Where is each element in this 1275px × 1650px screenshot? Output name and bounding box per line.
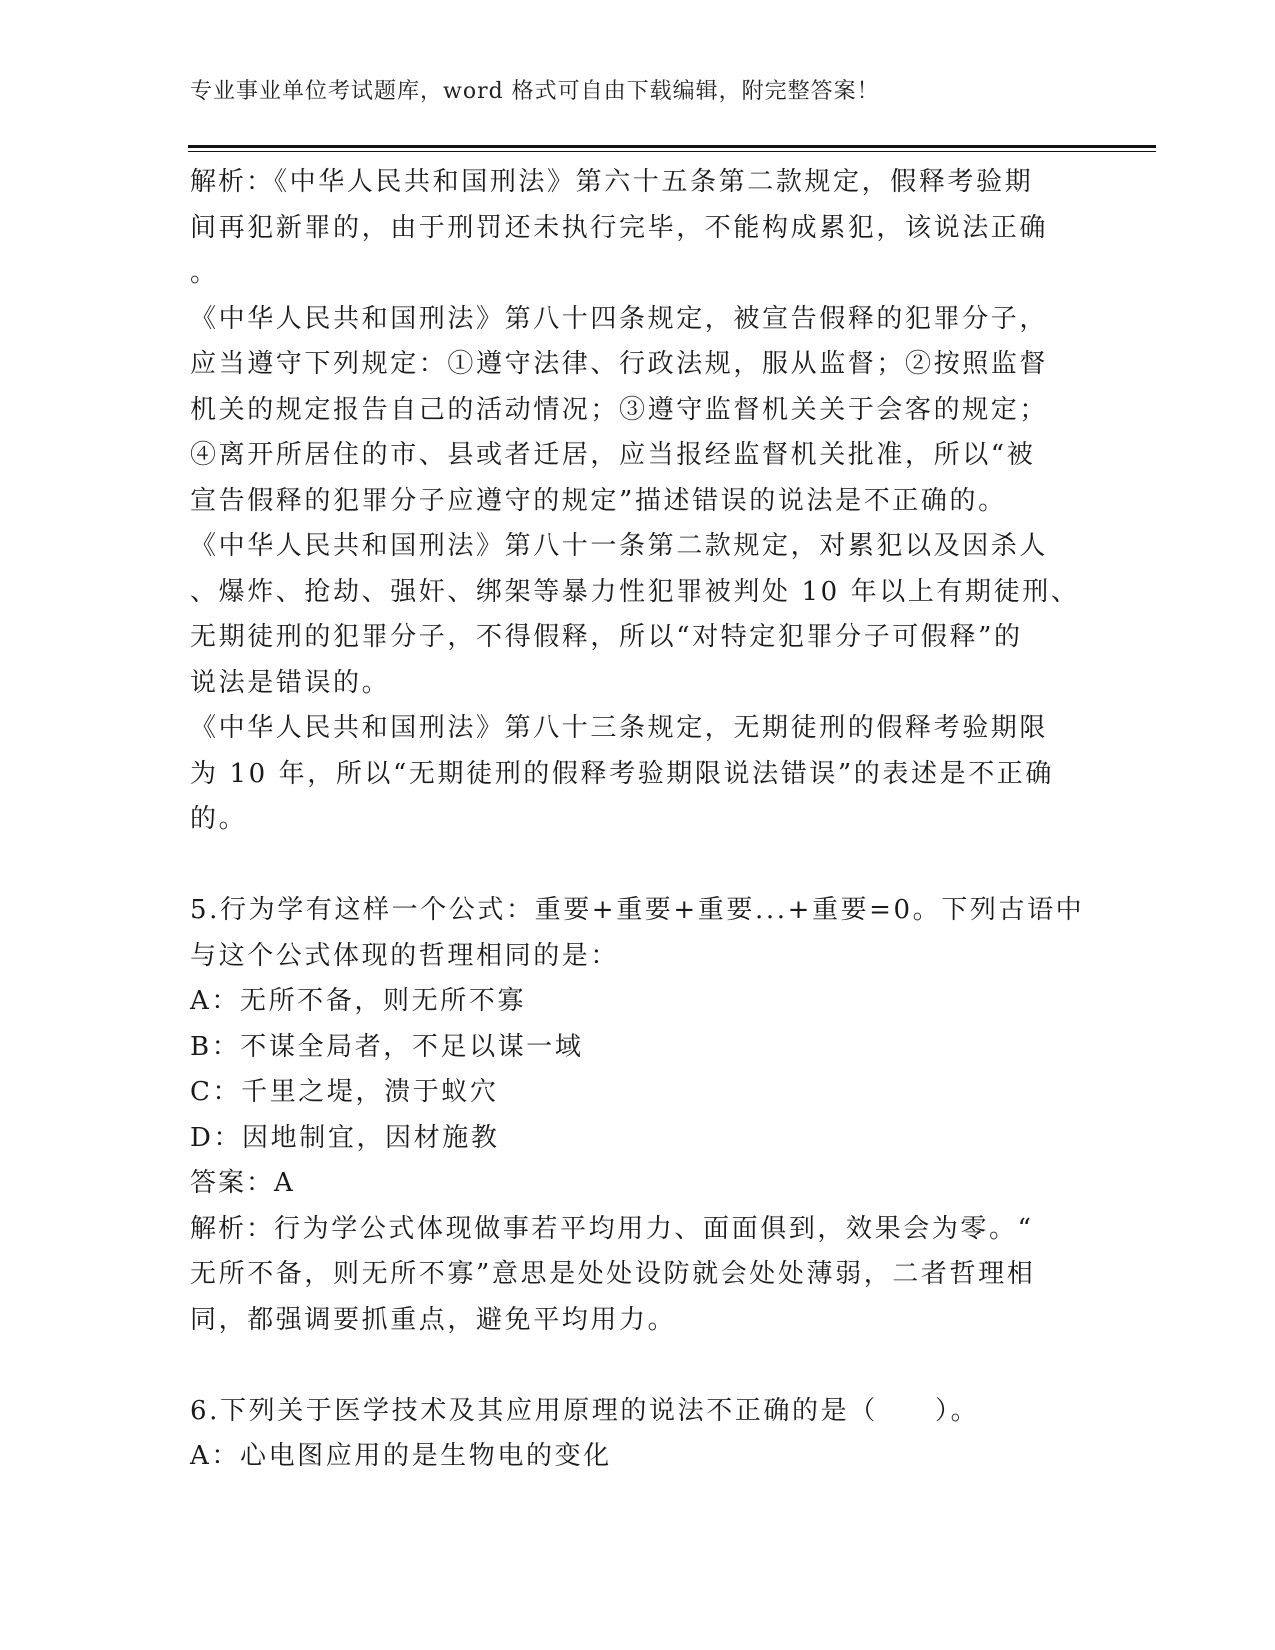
- answer-value: A: [274, 1168, 296, 1198]
- analysis-line: 同，都强调要抓重点，避免平均用力。: [190, 1304, 677, 1335]
- header-note: 专业事业单位考试题库，word 格式可自由下载编辑，附完整答案！: [190, 79, 880, 104]
- answer-label: 答案：: [190, 1168, 275, 1198]
- option-a: A：无所不备，则无所不寡: [190, 986, 526, 1016]
- question-text: 6.下列关于医学技术及其应用原理的说法不正确的是（ ）。: [190, 1395, 980, 1426]
- analysis-line: 。: [190, 258, 219, 288]
- option-c: C：千里之堤，溃于蚁穴: [190, 1077, 499, 1107]
- answer-line: [190, 1161, 1080, 1207]
- analysis-line: 机关的规定报告自己的活动情况；③遵守监督机关关于会客的规定；: [190, 394, 1049, 425]
- analysis-line: ④离开所居住的市、县或者迁居，应当报经监督机关批准，所以“被: [190, 440, 1036, 470]
- option-d: D：因地制宜，因材施教: [190, 1122, 500, 1153]
- header-rule-thin: [188, 151, 1156, 152]
- analysis-line: 无期徒刑的犯罪分子，不得假释，所以“对特定犯罪分子可假释”的: [190, 622, 1023, 652]
- spacer: [190, 1343, 1080, 1389]
- analysis-line: 宣告假释的犯罪分子应遵守的规定”描述错误的说法是不正确的。: [190, 485, 1007, 516]
- analysis-line: 《中华人民共和国刑法》第八十三条规定，无期徒刑的假释考验期限: [190, 713, 1049, 743]
- analysis-label: 解析：: [190, 1213, 275, 1244]
- analysis-line: 的。: [190, 804, 248, 834]
- analysis-line: 间再犯新罪的，由于刑罚还未执行完毕，不能构成累犯，该说法正确: [190, 212, 1049, 243]
- spacer: [190, 843, 1080, 889]
- analysis-label: 解析：: [190, 167, 275, 197]
- analysis-line: 《中华人民共和国刑法》第八十四条规定，被宣告假释的犯罪分子，: [190, 303, 1049, 334]
- analysis-line: 应当遵守下列规定：①遵守法律、行政法规，服从监督；②按照监督: [190, 349, 1049, 379]
- analysis-line: 解析：《中华人民共和国刑法》第六十五条第二款规定，假释考验期: [190, 167, 1034, 197]
- analysis-line: 解析：行为学公式体现做事若平均用力、面面俱到，效果会为零。“: [190, 1213, 1034, 1244]
- question-text: 5.行为学有这样一个公式：重要+重要+重要...+重要=0。下列古语中: [190, 895, 1085, 925]
- content: [190, 160, 1085, 1480]
- analysis-line: 说法是错误的。: [190, 667, 391, 698]
- header-rule: [188, 145, 1156, 148]
- analysis-line: 《中华人民共和国刑法》第八十一条第二款规定，对累犯以及因杀人: [190, 531, 1049, 561]
- option-a: A：心电图应用的是生物电的变化: [190, 1441, 612, 1471]
- option-b: B：不谋全局者，不足以谋一域: [190, 1031, 584, 1062]
- analysis-line: 、爆炸、抢劫、强奸、绑架等暴力性犯罪被判处 10 年以上有期徒刑、: [190, 576, 1080, 607]
- analysis-line: 为 10 年，所以“无期徒刑的假释考验期限说法错误”的表述是不正确: [190, 758, 1054, 789]
- analysis-line: 无所不备，则无所不寡”意思是处处设防就会处处薄弱，二者哲理相: [190, 1259, 1036, 1289]
- question-text: 与这个公式体现的哲理相同的是：: [190, 940, 620, 971]
